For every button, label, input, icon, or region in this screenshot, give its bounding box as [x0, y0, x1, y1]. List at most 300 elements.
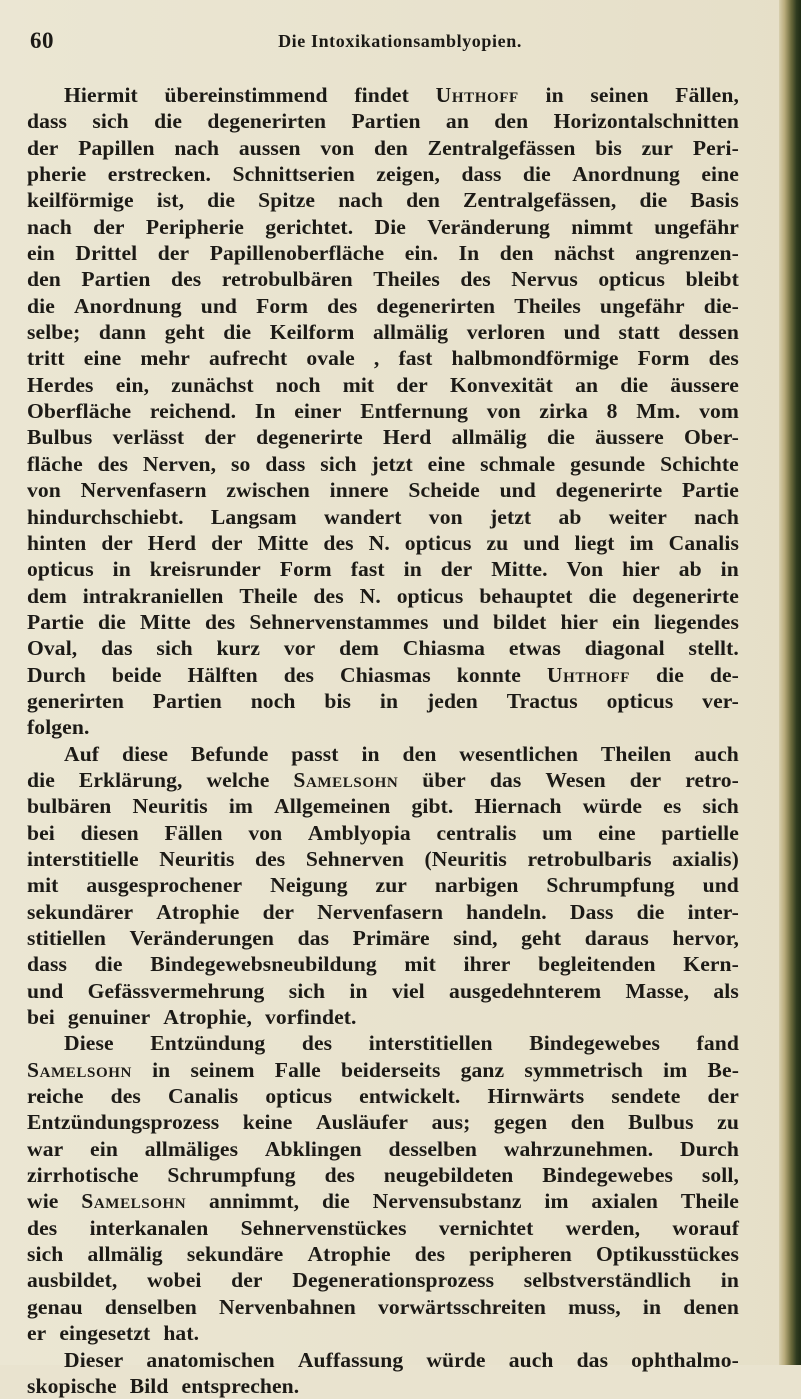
word — [375, 214, 406, 240]
word — [452, 424, 527, 450]
word — [708, 1083, 739, 1109]
word-text: eine — [598, 820, 636, 845]
word-text: nach — [694, 504, 739, 529]
word-text: opticus — [606, 688, 674, 713]
word-text: und — [499, 478, 536, 503]
word — [217, 635, 261, 661]
word — [81, 477, 207, 503]
author-name: Uhthoff — [435, 83, 519, 107]
book-binding-edge — [779, 0, 801, 1365]
word — [443, 609, 479, 635]
word — [514, 293, 581, 319]
word — [338, 187, 383, 213]
word — [113, 424, 185, 450]
word — [265, 451, 305, 477]
word — [595, 424, 664, 450]
word-text: Bindegewebsneubildung — [150, 952, 377, 977]
word-text: dass — [27, 952, 68, 977]
word-text: Sehnervenstückes — [240, 1215, 407, 1240]
word — [717, 1109, 739, 1135]
word-text: degenerirten — [207, 109, 327, 134]
word — [607, 688, 674, 714]
word-text: Befunde — [190, 741, 269, 766]
word — [632, 583, 739, 609]
word — [27, 1004, 61, 1030]
word-text: Hirnwärts — [487, 1084, 585, 1109]
word-text: genuiner — [67, 1005, 151, 1030]
word-text: als — [713, 978, 739, 1003]
word — [441, 556, 472, 582]
word-text: fand — [696, 1031, 739, 1056]
word-text: den — [494, 109, 529, 134]
word-text: bleibt — [685, 267, 739, 292]
word-text: in — [361, 741, 380, 766]
word — [265, 214, 353, 240]
word-text: sich — [702, 794, 739, 819]
word — [479, 583, 572, 609]
word-text: tritt — [27, 346, 65, 371]
word — [90, 1215, 209, 1241]
word-text: Partie — [27, 609, 84, 634]
word — [81, 266, 150, 292]
text-line — [27, 556, 739, 582]
word-text: annimmt, — [208, 1189, 300, 1214]
word-text: Dieser — [64, 1347, 124, 1372]
word — [583, 793, 642, 819]
word — [75, 240, 137, 266]
word — [612, 609, 640, 635]
word-text: beiderseits — [341, 1057, 441, 1082]
word — [620, 372, 648, 398]
word — [439, 1215, 534, 1241]
word-text: die — [154, 109, 183, 134]
word-text: die — [27, 293, 55, 318]
word — [320, 135, 354, 161]
word — [539, 398, 587, 424]
word-text: narbigen — [434, 873, 519, 898]
text-line — [27, 1294, 739, 1320]
word-text: Sehnerven — [305, 846, 404, 871]
word-text: im — [228, 794, 253, 819]
word — [480, 451, 555, 477]
word-text: jeden — [426, 688, 478, 713]
word-text: werden, — [565, 1215, 641, 1240]
word-text: der — [629, 767, 662, 792]
word-text: ein — [90, 1136, 118, 1161]
word-text: kurz — [216, 636, 261, 661]
word-text: Degenerationsprozess — [292, 1268, 495, 1293]
word — [153, 688, 222, 714]
word-text: das — [101, 636, 133, 661]
author-name: Samelsohn — [27, 1057, 132, 1082]
word — [642, 135, 673, 161]
word — [27, 951, 67, 977]
word — [108, 161, 211, 187]
word-text: der — [101, 530, 133, 555]
word-text: konnte — [456, 662, 521, 687]
word-text: selbe; — [27, 320, 81, 345]
word-text: die — [656, 662, 684, 687]
text-line — [27, 1347, 739, 1373]
word-text: des — [460, 267, 491, 292]
word — [374, 345, 380, 371]
word-text: Theile — [239, 583, 298, 608]
word — [663, 793, 681, 819]
word-text: es — [663, 794, 682, 819]
word-text: der — [157, 241, 190, 266]
word — [27, 609, 84, 635]
word — [291, 741, 338, 767]
word — [547, 662, 630, 688]
word-text: noch — [250, 688, 296, 713]
word — [429, 504, 463, 530]
word — [265, 1004, 363, 1030]
word-text: worauf — [672, 1215, 739, 1240]
word-text: vernichtet — [438, 1215, 534, 1240]
word — [589, 583, 617, 609]
word — [27, 846, 139, 872]
word — [635, 240, 739, 266]
text-line — [27, 477, 739, 503]
word — [376, 161, 440, 187]
word — [404, 951, 435, 977]
word-text: zunächst — [171, 372, 254, 397]
text-line — [27, 583, 739, 609]
word-text: seinen — [590, 83, 649, 107]
page-number: 60 — [30, 28, 54, 53]
word-text: allmäliges — [144, 1136, 239, 1161]
word-text: partielle — [661, 820, 739, 845]
word-text: von — [27, 478, 61, 503]
word-text: Form — [637, 346, 690, 371]
word-text: retrobulbären — [221, 267, 353, 292]
word-text: ausgesprochener — [86, 873, 243, 898]
word-text: Basis — [690, 188, 739, 213]
word — [156, 635, 192, 661]
text-line — [27, 530, 739, 556]
word — [343, 372, 374, 398]
word — [27, 767, 55, 793]
word — [415, 1241, 445, 1267]
word — [298, 925, 330, 951]
word — [500, 240, 534, 266]
word-text: ein — [27, 241, 55, 266]
word-text: verlässt — [112, 425, 185, 450]
word — [546, 872, 674, 898]
word-text: reichend. — [149, 399, 237, 424]
word — [487, 1083, 584, 1109]
word-text: Hiermit — [64, 83, 138, 107]
word-text: des — [414, 1242, 446, 1267]
word — [140, 609, 191, 635]
word — [243, 1109, 293, 1135]
word-text: Fällen, — [675, 83, 739, 107]
word — [27, 635, 77, 661]
word — [630, 530, 654, 556]
word — [159, 846, 234, 872]
word — [523, 161, 551, 187]
author-name: Samelsohn — [81, 1189, 187, 1214]
word-text: des — [283, 662, 315, 687]
word — [359, 1083, 460, 1109]
word — [396, 372, 427, 398]
word — [27, 319, 80, 345]
word — [27, 1057, 132, 1083]
word — [174, 135, 219, 161]
word — [201, 293, 237, 319]
word — [274, 793, 390, 819]
word-text: die — [207, 188, 236, 213]
text-line — [27, 925, 739, 951]
word — [27, 161, 86, 187]
word — [637, 899, 665, 925]
word-text: , — [373, 346, 380, 371]
word — [27, 1215, 57, 1241]
word-text: Schichte — [660, 451, 739, 476]
word-text: Schrumpfung — [167, 1163, 296, 1188]
word-text: denen — [683, 1294, 739, 1319]
text-line — [27, 1241, 739, 1267]
word-text: des — [323, 530, 354, 555]
word-text: den — [27, 267, 61, 292]
word-text: interkanalen — [89, 1215, 209, 1240]
word — [528, 846, 652, 872]
word-text: Primäre — [352, 926, 430, 950]
word-text: Zentralgefässen, — [463, 188, 617, 213]
word-text: Nervensubstanz — [372, 1189, 522, 1214]
word-text: Tractus — [506, 688, 578, 713]
word-text: Horizontalschnitten — [553, 109, 739, 134]
word — [405, 240, 438, 266]
word — [330, 477, 389, 503]
word — [27, 1109, 219, 1135]
word — [575, 372, 598, 398]
word — [86, 872, 242, 898]
word — [229, 793, 253, 819]
word — [369, 1030, 493, 1056]
word-text: Entzündungsprozess — [27, 1110, 220, 1135]
word-text: keine — [242, 1110, 293, 1135]
word-text: der — [211, 530, 243, 555]
word-text: Theiles — [514, 293, 581, 318]
word-text: diesen — [80, 820, 139, 845]
word-text: wandert — [324, 504, 402, 529]
word-text: ist, — [156, 188, 185, 213]
word-text: bei — [27, 820, 55, 845]
text-line — [27, 1215, 739, 1241]
word — [258, 530, 309, 556]
word-text: die — [636, 899, 665, 924]
word-text: einer — [294, 399, 342, 424]
word-text: ab — [558, 504, 582, 529]
word-text: denselben — [104, 1294, 197, 1319]
word-text: opticus — [404, 530, 472, 555]
word-text: hinten — [27, 530, 87, 555]
word-text: hier — [560, 609, 599, 634]
word-text: äussere — [670, 372, 739, 397]
word — [113, 556, 131, 582]
word-text: dem — [339, 636, 380, 661]
word — [570, 899, 614, 925]
word-text: Neuritis — [159, 846, 235, 871]
word — [398, 345, 432, 371]
word — [686, 266, 739, 292]
text-line — [27, 688, 739, 714]
word-text: die — [546, 425, 575, 450]
word — [383, 424, 431, 450]
word-text: fast — [398, 346, 433, 371]
word — [59, 1320, 156, 1346]
word — [27, 1294, 83, 1320]
word-text: Chiasmas — [340, 662, 431, 687]
word — [656, 662, 684, 688]
word-text: in — [642, 1294, 662, 1319]
word-text: die — [94, 952, 123, 977]
word-text: im — [663, 1057, 688, 1082]
word — [27, 662, 86, 688]
word-text: in — [349, 978, 368, 1003]
word-text: degenerirten — [376, 293, 496, 318]
word-text: degenerirte — [555, 478, 663, 503]
word — [672, 925, 738, 951]
word-text: Nervenfasern — [317, 899, 444, 924]
word-text: etwas — [508, 636, 561, 661]
word — [638, 345, 690, 371]
word-text: Sehnervenstammes — [249, 609, 429, 634]
word-text: Veränderung — [427, 214, 550, 239]
word-text: verloren — [466, 320, 546, 345]
word-text: die — [522, 162, 551, 187]
word — [523, 530, 559, 556]
word — [688, 899, 739, 925]
word-text: Hälften — [187, 662, 258, 687]
word-text: an — [445, 109, 469, 134]
word-text: des — [708, 346, 739, 371]
word-text: Bindegewebes — [529, 1031, 660, 1056]
word-text: neugebildeten — [383, 1163, 514, 1188]
word-text: noch — [275, 372, 321, 397]
word-text: Chiasma — [402, 636, 486, 661]
word — [547, 424, 575, 450]
word-text: In — [254, 399, 276, 424]
word — [255, 398, 276, 424]
word-text: Allgemeinen — [274, 794, 391, 819]
word-text: statt — [618, 320, 660, 345]
word-text: degenerirte — [256, 425, 363, 450]
word — [595, 135, 622, 161]
word — [81, 1188, 186, 1214]
word — [231, 451, 250, 477]
word-text: den — [374, 135, 408, 160]
text-line — [27, 398, 739, 424]
word — [568, 1294, 621, 1320]
word-text: Erklärung, — [78, 767, 183, 792]
word — [500, 477, 536, 503]
word-text: Form — [279, 557, 332, 582]
word-text: in — [403, 557, 422, 582]
word — [663, 1057, 687, 1083]
word-text: Fällen — [164, 820, 223, 845]
text-line — [27, 266, 739, 292]
word-text: und — [702, 873, 739, 898]
word — [575, 530, 615, 556]
word — [628, 1109, 693, 1135]
word-text: ausgedehnterem — [449, 978, 602, 1003]
word-text: muss, — [568, 1294, 621, 1319]
word-text: Kern- — [683, 952, 739, 977]
text-line — [27, 1188, 739, 1214]
word — [474, 793, 561, 819]
word — [325, 1162, 355, 1188]
word — [542, 1162, 673, 1188]
word-text: Partien — [152, 688, 222, 713]
word — [27, 345, 65, 371]
word — [64, 82, 138, 108]
word — [222, 266, 353, 292]
text-line — [27, 1083, 739, 1109]
word-text: und — [523, 530, 560, 555]
word-text: Bindegewebes — [542, 1163, 674, 1188]
word-text: des — [301, 1031, 333, 1056]
word-text: N. — [359, 583, 381, 608]
word — [529, 1030, 660, 1056]
word-text: zeigen, — [376, 162, 441, 187]
word — [353, 925, 430, 951]
word-text: auch — [694, 741, 739, 766]
word-text: zur — [375, 873, 407, 898]
text-line — [27, 504, 739, 530]
word-text: in — [379, 688, 399, 713]
word-text: mit — [342, 372, 375, 397]
word-text: der — [262, 899, 295, 924]
word — [275, 1057, 321, 1083]
word-text: stellt. — [688, 636, 739, 661]
word-text: um — [542, 820, 573, 845]
word-text: Form — [256, 293, 309, 318]
word — [146, 214, 244, 240]
word — [672, 846, 739, 872]
word — [721, 556, 739, 582]
word — [27, 108, 67, 134]
word — [577, 1347, 609, 1373]
word-text: Herd — [382, 425, 432, 450]
word-text: N. — [368, 530, 390, 555]
word-text: die — [321, 1189, 350, 1214]
word-text: jetzt — [489, 504, 532, 529]
word — [567, 556, 604, 582]
word-text: Scheide — [408, 478, 480, 503]
word — [545, 767, 605, 793]
word-text: ungefähr — [599, 293, 685, 318]
word — [424, 846, 506, 872]
word — [204, 424, 235, 450]
word — [64, 741, 99, 767]
word — [360, 583, 381, 609]
word-text: Zentralgefässen — [427, 135, 576, 160]
word-text: in — [720, 1268, 739, 1293]
word — [585, 925, 649, 951]
word — [163, 1320, 205, 1346]
word — [64, 1347, 123, 1373]
word — [219, 1294, 356, 1320]
word — [538, 951, 656, 977]
word — [572, 161, 680, 187]
word — [165, 319, 205, 345]
word-text: wobei — [147, 1268, 202, 1293]
word — [466, 899, 547, 925]
word-text: ophthalmo- — [631, 1347, 739, 1372]
word — [571, 1109, 605, 1135]
